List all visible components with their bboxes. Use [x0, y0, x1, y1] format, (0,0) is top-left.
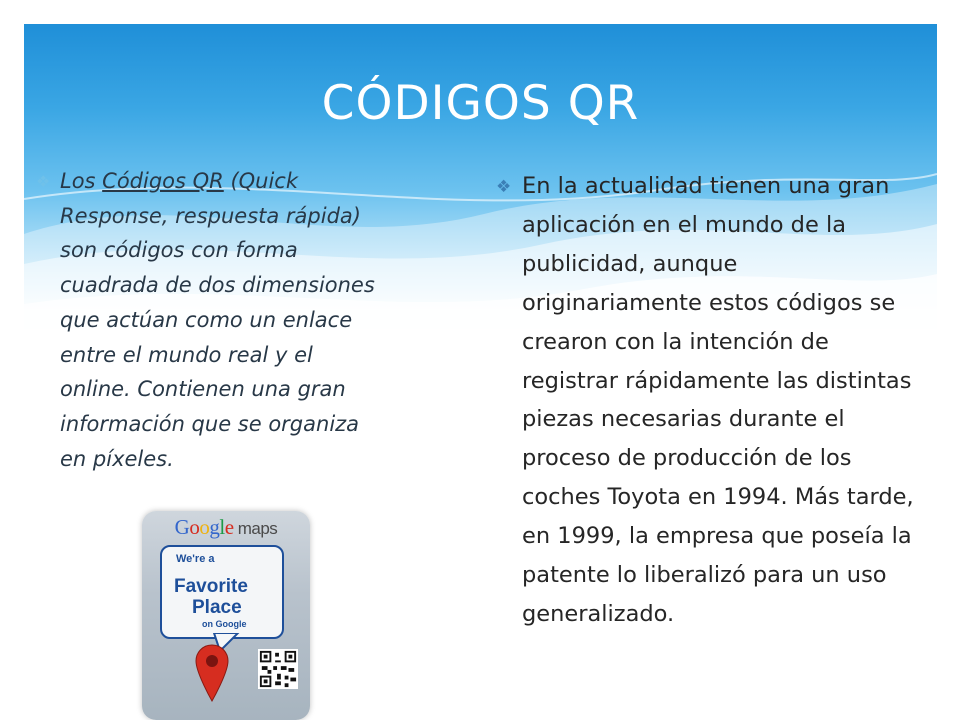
google-maps-qr-photo — [142, 511, 310, 720]
bubble-line-1: We're a — [176, 553, 215, 565]
bubble-line-3: Place — [192, 597, 242, 618]
slide — [24, 24, 937, 720]
four-diamond-bullet-icon: ❖ — [496, 177, 512, 197]
map-pin-icon — [194, 643, 230, 703]
left-bullet-text-end: (Quick Response, respuesta rápida) son códigos con forma cuadrada de dos dimensiones que actúan como un enlace entre el mundo real y el online. Contienen una gran información que se organiza en píxeles. — [60, 169, 375, 471]
speech-bubble — [160, 545, 284, 639]
right-bullet — [496, 167, 917, 634]
bubble-line-4: on Google — [202, 619, 247, 629]
slide-title: CÓDIGOS QR — [321, 76, 640, 131]
left-bullet — [36, 164, 390, 476]
four-diamond-bullet-icon: ❖ — [36, 172, 51, 191]
qr-codes-link[interactable]: Códigos QR — [102, 169, 224, 193]
left-bullet-text-start: Los — [60, 169, 103, 193]
google-maps-logo: Google maps — [174, 515, 278, 539]
bubble-line-2: Favorite — [174, 576, 248, 597]
qr-code-icon — [258, 649, 298, 689]
right-bullet-text: En la actualidad tienen una gran aplicación en el mundo de la publicidad, aunque originariamente estos códigos se crearon con la intención de registrar rápidamente las distintas piezas necesarias durante el proceso de producción de los coches Toyota en 1994. Más tarde, en 1999, la empresa que poseía la patente lo liberalizó para un uso generalizado. — [522, 173, 914, 627]
